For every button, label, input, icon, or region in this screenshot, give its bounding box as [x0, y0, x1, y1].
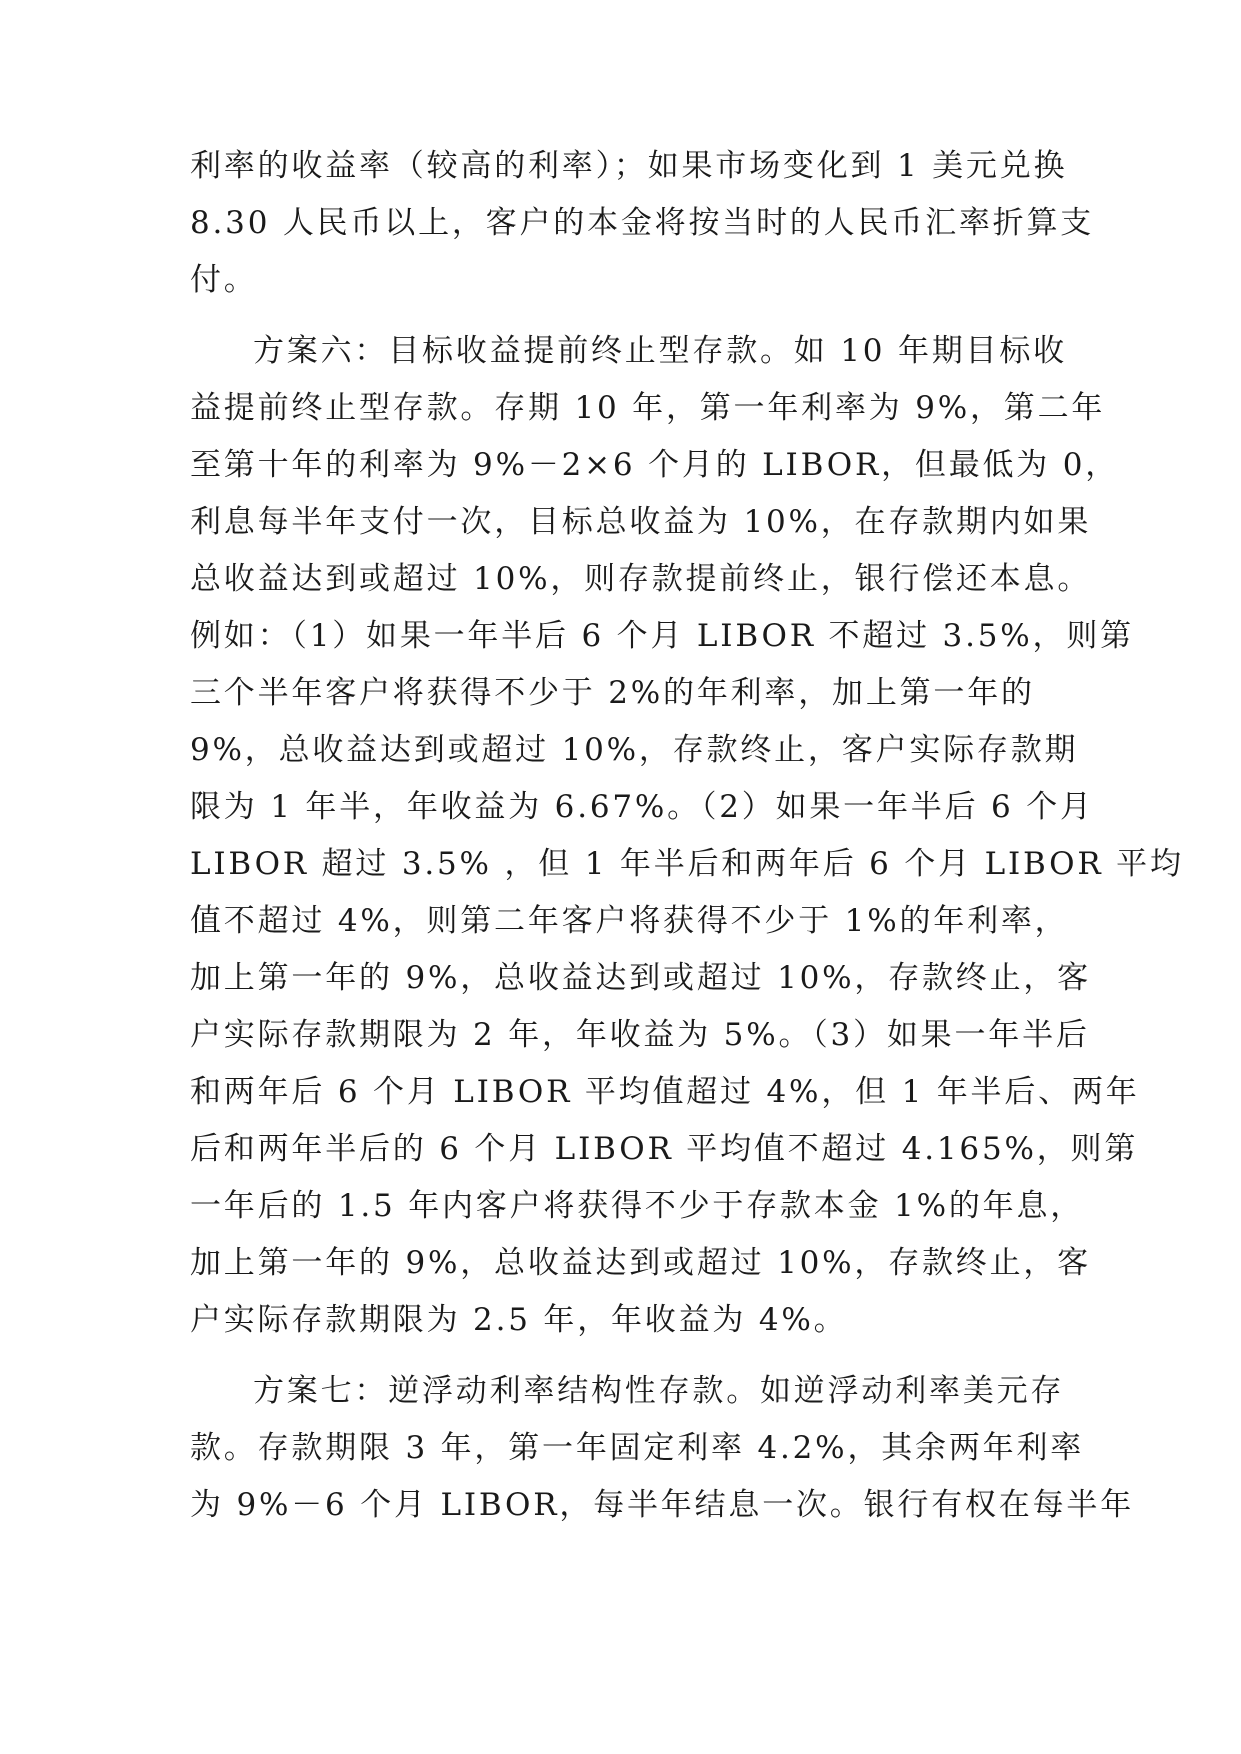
- text-line: 益提前终止型存款。存期 10 年，第一年利率为 9%，第二年: [190, 390, 1106, 426]
- text-line: 利息每半年支付一次，目标总收益为 10%，在存款期内如果: [190, 504, 1092, 540]
- text-line: 限为 1 年半，年收益为 6.67%。（2）如果一年半后 6 个月: [190, 789, 1094, 825]
- text-line: 利率的收益率（较高的利率）；如果市场变化到 1 美元兑换: [190, 148, 1068, 184]
- text-line: 付。: [190, 262, 258, 298]
- paragraph-start-line: 方案六：目标收益提前终止型存款。如 10 年期目标收: [253, 333, 1067, 369]
- text-line: 款。存款期限 3 年，第一年固定利率 4.2%，其余两年利率: [190, 1430, 1085, 1466]
- text-line: 后和两年半后的 6 个月 LIBOR 平均值不超过 4.165%，则第: [190, 1131, 1139, 1167]
- text-line: 加上第一年的 9%，总收益达到或超过 10%，存款终止，客: [190, 960, 1091, 996]
- text-line: 值不超过 4%，则第二年客户将获得不少于 1%的年利率，: [190, 903, 1069, 939]
- paragraph-start-line: 方案七：逆浮动利率结构性存款。如逆浮动利率美元存: [253, 1373, 1065, 1409]
- text-line: 9%，总收益达到或超过 10%，存款终止，客户实际存款期: [190, 732, 1079, 768]
- text-line: 总收益达到或超过 10%，则存款提前终止，银行偿还本息。: [190, 561, 1092, 597]
- text-line: 为 9%－6 个月 LIBOR，每半年结息一次。银行有权在每半年: [190, 1487, 1135, 1523]
- text-line: 户实际存款期限为 2.5 年，年收益为 4%。: [190, 1302, 848, 1338]
- text-line: 一年后的 1.5 年内客户将获得不少于存款本金 1%的年息，: [190, 1188, 1085, 1224]
- text-line: 三个半年客户将获得不少于 2%的年利率，加上第一年的: [190, 675, 1035, 711]
- text-line: 加上第一年的 9%，总收益达到或超过 10%，存款终止，客: [190, 1245, 1091, 1281]
- text-line: 户实际存款期限为 2 年，年收益为 5%。（3）如果一年半后: [190, 1017, 1090, 1053]
- text-line: 例如：（1）如果一年半后 6 个月 LIBOR 不超过 3.5%，则第: [190, 618, 1134, 654]
- text-line: 和两年后 6 个月 LIBOR 平均值超过 4%，但 1 年半后、两年: [190, 1074, 1140, 1110]
- text-line: 至第十年的利率为 9%－2×6 个月的 LIBOR，但最低为 0，: [190, 447, 1120, 483]
- text-line: 8.30 人民币以上，客户的本金将按当时的人民币汇率折算支: [190, 205, 1095, 241]
- text-line: LIBOR 超过 3.5% ，但 1 年半后和两年后 6 个月 LIBOR 平均: [190, 846, 1184, 882]
